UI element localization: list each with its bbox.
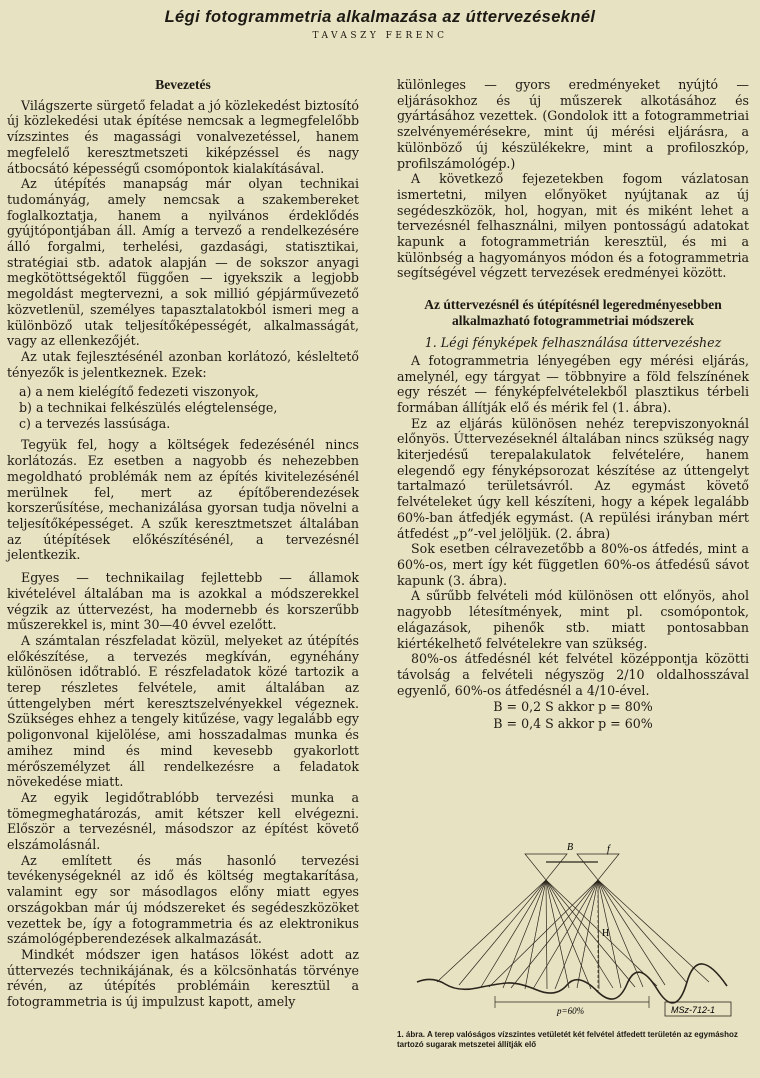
list-item: a) a nem kielégítő fedezeti viszonyok,: [19, 384, 259, 400]
camera-2-frame: [577, 854, 619, 880]
overlap-diagram: [397, 832, 749, 1022]
formula: B = 0,2 S akkor p = 80%: [493, 699, 653, 715]
list-item: b) a technikai felkészülés elégtelensége,: [19, 400, 278, 416]
right-column: [397, 77, 749, 732]
paragraph: Mindkét módszer igen hatásos lökést adott az úttervezés technikájának, és a kölcsönhatás törvénye révén, az útépítés problémáin keresztül a fotogrammetria is új impulzust kapott, amely: [7, 946, 359, 1010]
terrain-profile: [417, 964, 727, 1003]
limiting-factors-list: [7, 384, 359, 431]
figure-caption: 1. ábra. A terep valóságos vízszintes vetületét két felvétel átfedett területén az egymáshoz tartozó sugarak metszetei állítják elő: [397, 1030, 738, 1049]
paragraph: különleges — gyors eredményeket nyújtó — eljárásokhoz és új műszerek alkotásához és gyártásához vezettek. (Gondolok itt a fotogrammetriai szelvényemérésekre, mint új mérési eljárásra, a különböző új készülékekre, mint a profiloszkóp, profilszámológép.): [397, 77, 749, 171]
formula: B = 0,4 S akkor p = 60%: [493, 716, 653, 732]
paragraph: Ez az eljárás különösen nehéz terepviszonyoknál előnyös. Úttervezéseknél általában nincs szükség nagy kiterjedésű terepalakulatok felvételére, hanem elegendő egy fényképsorozat készítése az úttengelyt tartalmazó területsávról. Az egymást követő felvételeket úgy kell készíteni, hogy a képek legalább 60%-ban átfedjék egymást. (A repülési irányban mért átfedést „p”-vel jelöljük. (2. ábra): [397, 415, 749, 541]
overlap-label: p=60%: [557, 1006, 585, 1016]
paragraph: Tegyük fel, hogy a költségek fedezésénél nincs korlátozás. Ez esetben a nagyobb és nehezebben megoldható problémák nem az építés kivitelezésénél merülnek fel, mert az építőberendezések korszerűsítése, mechanizálása gyorsan tudja növelni a teljesítőképességet. A szűk keresztmetszet általában az útépítések előkészítésénél, a tervezésnél jelentkezik.: [7, 437, 359, 563]
author-name: TAVASZY FERENC: [312, 31, 448, 41]
paragraph: Az utak fejlesztésénél azonban korlátozó, késleltető tényezők is jelentkeznek. Ezek:: [7, 348, 359, 380]
paragraph: A fotogrammetria lényegében egy mérési eljárás, amelynél, egy tárgyat — többnyire a föld felszínének egy részét — fényképfelvételekből plasztikus térbeli formában állítják elő és mérik fel (1. ábra).: [397, 352, 749, 415]
paragraph: Az útépítés manapság már olyan technikai tudományág, amely nemcsak a szakembereket foglalkoztatja, hanem a nyilvános érdeklődés gyújtópontjában áll. Amíg a tervező a rendelkezésére álló forgalmi, terhelési, gazdasági, statisztikai, stratégiai stb. adatok alapján — de sokszor anyagi megkötöttségektől függően — igyekszik a legjobb megoldást megtervezni, a sok millió gépjárművezető közvetlenül, személyes tapasztalatokból ismeri meg a különböző utak teljesítőképességét, alkalmasságát, vagy az ellenkezőjét.: [7, 176, 359, 349]
focal-length-label: f: [607, 844, 610, 855]
rays-camera-2: [489, 880, 709, 989]
figure-code: MSz-712-1: [671, 1005, 716, 1015]
rays-camera-1: [437, 880, 657, 989]
diagram-rays: [417, 854, 727, 1008]
section-heading: Az úttervezésnél és útépítésnél legeredményesebben alkalmazható fotogrammetriai módszerek: [424, 297, 722, 329]
paragraph: Sok esetben célravezetőbb a 80%-os átfedés, mint a 60%-os, mert így két független 60%-os átfedésű sávot kapunk (3. ábra).: [397, 541, 749, 588]
paragraph: Az egyik legidőtrablóbb tervezési munka a tömegmeghatározás, amit kétszer kell elvégezni. Először a tervezésnél, másodszor az építést követő elszámolásnál.: [7, 789, 359, 853]
paragraph: Világszerte sürgető feladat a jó közlekedést biztosító új közlekedési utak építése nemcsak a legmegfelelőbb vízszintes és magassági vonalvezetéssel, hanem megfelelő keresztmetszeti kiképzéssel és nagy átbocsátó képességű csomópontok kialakításával.: [7, 97, 359, 176]
section-heading: Bevezetés: [155, 77, 211, 92]
paragraph: 80%-os átfedésnél két felvétel középpontja közötti távolság a felvételi négyszög 2/10 oldalhosszával egyenlő, 60%-os átfedésnél a 4/10-ével.: [397, 651, 749, 698]
paragraph: A sűrűbb felvételi mód különösen ott előnyös, ahol nagyobb létesítmények, mint pl. csomópontok, elágazások, pihenők stb. miatt pontosabban kiértékelhető felvételekre van szükség.: [397, 588, 749, 651]
air-base-label: B: [567, 842, 574, 853]
flight-height-label: H: [602, 928, 610, 939]
subsection-heading: 1. Légi fényképek felhasználása úttervezéshez: [424, 335, 722, 351]
left-column: [7, 77, 359, 1010]
paragraph: Az említett és más hasonló tervezési tevékenységeknél az idő és költség megtakarítása, valamint egy sor másodlagos előny miatt egyes országokban már új módszereket és segédeszközöket vezettek be, így a fotogrammetria és az elektronikus számológépberendezések alkalmazását.: [7, 852, 359, 947]
paragraph: Egyes — technikailag fejlettebb — államok kivételével általában ma is azokkal a módszerekkel végzik az úttervezést, ha modernebb és korszerűbb műszerekkel is, mint 30—40 évvel ezelőtt.: [7, 570, 359, 633]
paragraph: A számtalan részfeladat közül, melyeket az útépítés előkészítése, a tervezés megkíván, egynéhány különösen időtrabló. E részfeladatok közé tartozik a terep részletes felvétele, amit általában az úttengelyben mért keresztszelvényekkel végeznek. Szükséges ehhez a tengely kitűzése, vagy legalább egy poligonvonal kijelölése, ami hosszadalmas munka és amihez mind és mind kevesebb gyakorlott mérőszemélyzet áll rendelkezésre a feladatok növekedése miatt.: [7, 632, 359, 790]
paragraph: A következő fejezetekben fogom vázlatosan ismertetni, milyen előnyöket nyújtanak az új segédeszközök, hol, hogyan, mit és miként lehet a tervezésnél felhasználni, milyen pontosságú adatokat kapunk a fotogrammetrián keresztül, és mi a különbség a hagyományos módon és a fotogrammetria segítségével végzett tervezések eredményei között.: [397, 171, 749, 281]
article-title: Légi fotogrammetria alkalmazása az úttervezéseknél: [164, 8, 596, 26]
list-item: c) a tervezés lassúsága.: [19, 415, 171, 431]
camera-1-frame: [525, 854, 567, 880]
